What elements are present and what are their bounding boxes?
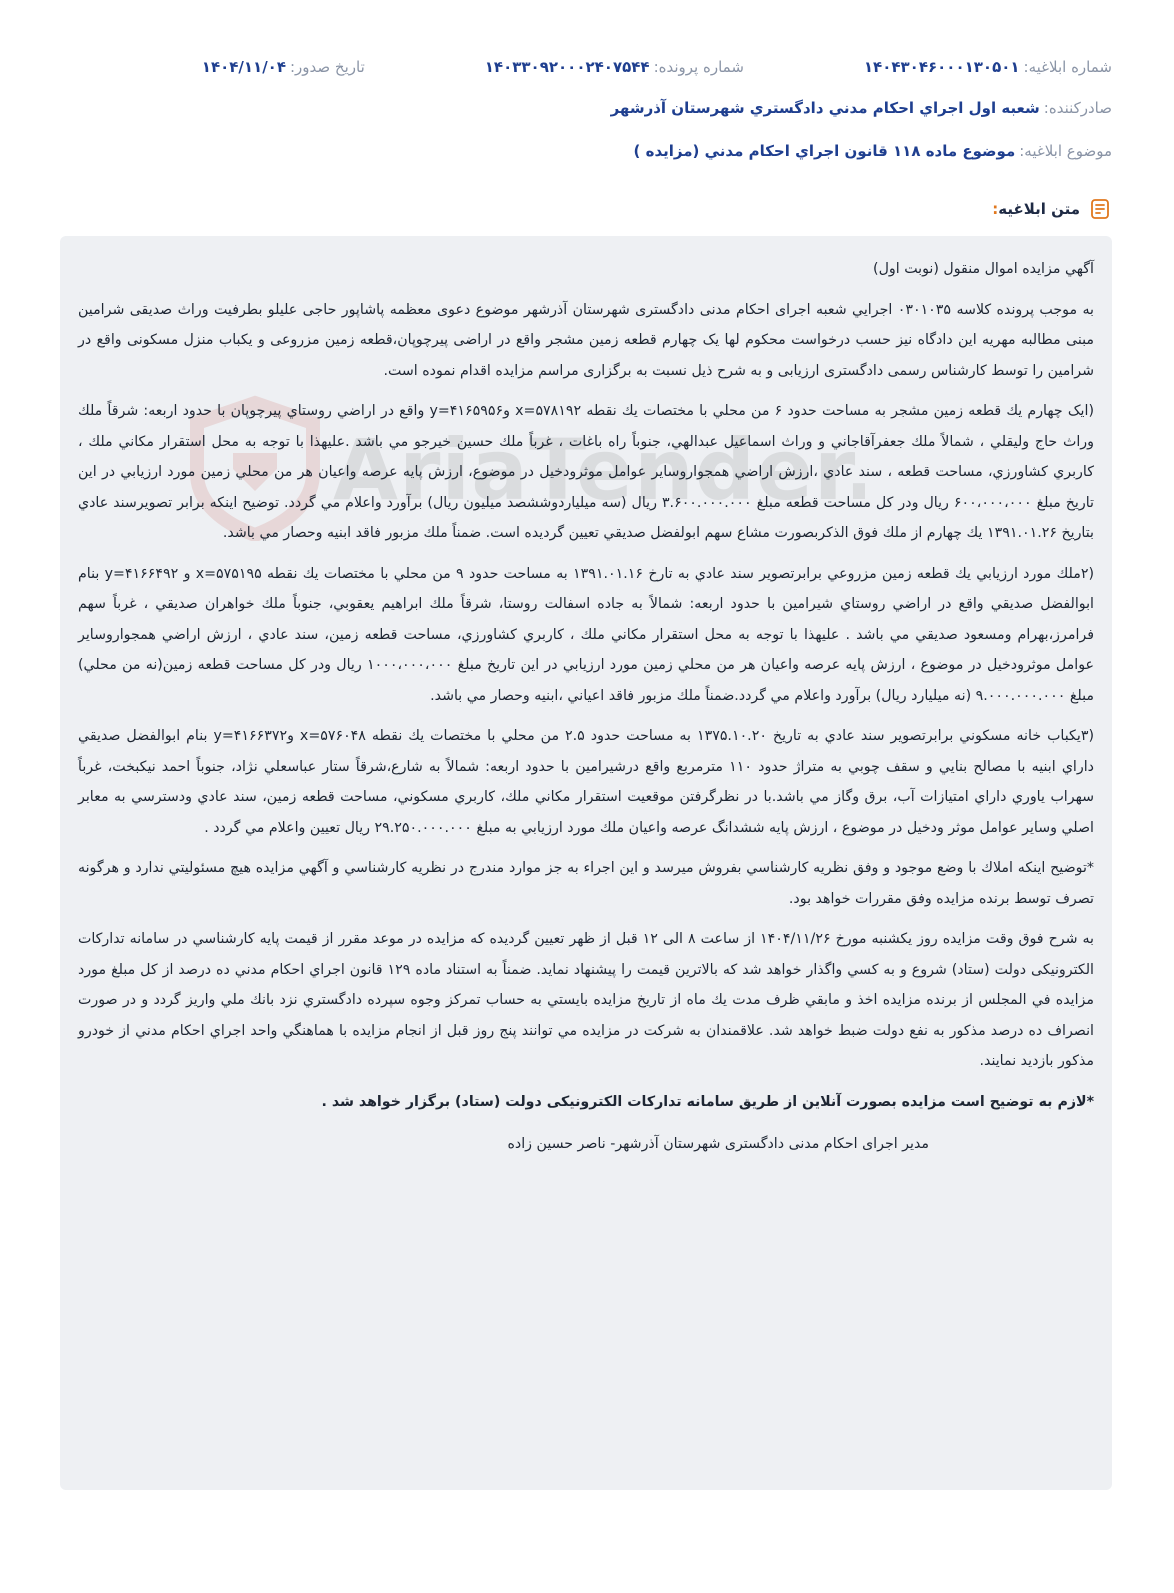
notice-number-label: شماره ابلاغیه: [1023,58,1112,76]
paragraph-online-note: *لازم به توضیح است مزایده بصورت آنلاین از طریق سامانه تدارکات الکترونیکی دولت (ستاد) برگزار خواهد شد . [321,1093,1094,1110]
meta-row-top [60,58,1112,76]
paragraph-item-1: (ايک چهارم يك قطعه زمين مشجر به مساحت حدود ۶ من محلي با مختصات يك نقطه x=۵۷۸۱۹۲ وy=۴۱۶۵۹۵۶ واقع در اراضي روستاي پيرچوپان با حدود اربعه: شرقاً ملك وراث حاج وليقلي ، شمالاً ملك جعفرآقاجاني و وراث اسماعيل عبدالهي، جنوباً راه باغات ، غرباً ملك حسين خيرجو مي باشد .عليهذا با توجه به محل استقرار مكاني ملك ، كاربري كشاورزي، مساحت قطعه ، سند عادي ،ارزش اراضي همجواروساير عوامل موثرودخيل در موضوع، ارزش پايه عرصه واعيان هر من محلي زمين مورد ارزيابي در اين تاريخ مبلغ ۶۰۰،۰۰۰،۰۰۰ ريال ودر كل مساحت قطعه مبلغ ۳.۶۰۰.۰۰۰.۰۰۰ ريال (سه ميلياردوششصد ميليون ريال) برآورد واعلام مي گردد. توضيح اينكه برابر تصويرسند عادي بتاريخ ۱۳۹۱.۰۱.۲۶ يك چهارم از ملك فوق الذكربصورت مشاع سهم ابولفضل صديقي تعيين گرديده است. ضمناً ملك مزبور فاقد ابنيه وحصار مي باشد. [78,403,1094,541]
issuer-value: شعبه اول اجراي احكام مدني دادگستري شهرستان آذرشهر [610,99,1040,117]
issuer-label: صادرکننده: [1043,99,1112,117]
issuer [611,99,1112,117]
case-number-value: ۱۴۰۳۳۰۹۲۰۰۰۲۴۰۷۵۴۴ [484,58,650,76]
subject-label: موضوع ابلاغیه: [1019,142,1112,160]
issue-date-label: تاریخ صدور: [290,58,365,76]
notice-text-heading [992,197,1112,221]
subject-value: موضوع ماده ۱۱۸ قانون اجراي احكام مدني (مزايده ) [633,142,1016,160]
issue-date [202,58,365,76]
paragraph-disclaimer: *توضيح اينكه املاك با وضع موجود و وفق نظريه كارشناسي بفروش ميرسد و اين اجراء به جز موارد مندرج در نظريه كارشناسي و آگهي مزايده هيچ مسئوليتي ندارد و هرگونه تصرف توسط برنده مزايده وفق مقررات خواهد بود. [78,860,1094,907]
notice-text-panel [60,236,1112,1490]
paragraph-item-2: (۲ملك مورد ارزيابي يك قطعه زمين مزروعي برابرتصوير سند عادي به تارخ ۱۳۹۱.۰۱.۱۶ به مساحت حدود ۹ من محلي با مختصات يك نقطه x=۵۷۵۱۹۵ و y=۴۱۶۶۴۹۲ بنام ابوالفضل صديقي واقع در اراضي روستاي شيرامين با حدود اربعه: شمالاً به جاده اسفالت روستا، شرقاً ملك ابراهيم يعقوبي، جنوباً ملك خواهران صديقي ، غرباً سهم فرامرز،بهرام ومسعود صديقي مي باشد . عليهذا با توجه به محل استقرار مكاني ملك ، كاربري كشاورزي، مساحت قطعه زمين، سند عادي ، ارزش اراضي همجواروساير عوامل موثرودخيل در موضوع ، ارزش پايه عرصه واعيان هر من محلي زمين مورد ارزيابي در اين تاريخ مبلغ ۱۰۰۰،۰۰۰،۰۰۰ ريال ودر كل مساحت قطعه زمين(نه من محلي) مبلغ ۹.۰۰۰.۰۰۰.۰۰۰ (نه ميليارد ريال) برآورد واعلام مي گردد.ضمناً ملك مزبور فاقد اعياني ،ابنيه وحصار مي باشد. [78,565,1094,704]
case-number [485,58,744,76]
paragraph-intro: به موجب پرونده كلاسه ۰۳۰۱۰۳۵ اجرايي شعبه اجرای احکام مدنی دادگستری شهرستان آذرشهر موضوع دعوی معظمه پاشاپور حاجی علیلو بطرفیت وراث صدیقی شرامین مبنی مطالبه مهریه این دادگاه نیز حسب درخواست محکوم لها یک چهارم قطعه زمین مشجر واقع در اراضی پیرچوپان،قطعه زمین مزروعی و یکباب منزل مسکونی واقع در شرامین را توسط کارشناس رسمی دادگستری ارزیابی و به شرح ذیل نسبت به برگزاری مراسم مزایده اقدام نموده است. [78,301,1094,379]
auction-title: آگهي مزايده اموال منقول (نوبت اول) [873,261,1094,277]
issuer-row [60,99,1112,117]
issue-date-value: ۱۴۰۴/۱۱/۰۴ [201,58,286,76]
notice-number [864,58,1112,76]
watermark-text: AriaTender [333,421,845,519]
notice-number-value: ۱۴۰۴۳۰۴۶۰۰۰۱۳۰۵۰۱ [863,58,1020,76]
notice-body [78,254,1094,1160]
subject [634,142,1112,160]
signature: مدیر اجرای احکام مدنی دادگستری شهرستان آذرشهر- ناصر حسین زاده [507,1136,929,1152]
section-title: متن ابلاغیه: [992,200,1080,218]
subject-row [60,142,1112,160]
case-number-label: شماره پرونده: [653,58,744,76]
paragraph-item-3: (۳يكباب خانه مسكوني برابرتصوير سند عادي به تاريخ ۱۳۷۵.۱۰.۲۰ به مساحت حدود ۲.۵ من محلي با مختصات يك نقطه x=۵۷۶۰۴۸ وy=۴۱۶۶۳۷۲ بنام ابوالفضل صديقي داراي ابنيه با مصالح بنايي و سقف چوبي به متراژ حدود ۱۱۰ مترمربع واقع درشيرامين با حدود اربعه: شمالاً به شارع،شرقاً ستار عباسعلي نژاد، جنوباً احمد نيكبخت، غرباً سهراب ياوري داراي امتيازات آب، برق وگاز مي باشد.با در نظرگرفتن موقعيت استقرار مكاني ملك، كاربري مسكوني، مساحت قطعه زمين، سند عادي ودسترسي به معابر اصلي وساير عوامل موثر ودخيل در موضوع ، ارزش پايه ششدانگ عرصه واعيان ملك مورد ارزيابي به مبلغ ۲۹.۲۵۰.۰۰۰.۰۰۰ ريال تعيين واعلام مي گردد . [78,728,1094,836]
document-list-icon [1088,197,1112,221]
paragraph-auction-terms: به شرح فوق وقت مزايده روز يكشنبه مورخ ۱۴۰۴/۱۱/۲۶ از ساعت ۸ الی ۱۲ قبل از ظهر تعيين گرديده كه مزايده در موعد مقرر از قيمت پايه كارشناسي در سامانه تدارکات الکترونیکی دولت (ستاد) شروع و به كسي واگذار خواهد شد كه بالاترين قيمت را پيشنهاد نمايد. ضمناً به استناد ماده ۱۲۹ قانون اجراي احكام مدني ده درصد از كل مبلغ مورد مزايده في المجلس از برنده مزايده اخذ و مابقي ظرف مدت يك ماه از تاريخ مزايده بايستي به حساب تمركز وجوه سپرده دادگستري نزد بانك ملي واريز گردد و در صورت انصراف ده درصد مذكور به نفع دولت ضبط خواهد شد. علاقمندان به شركت در مزايده مي توانند پنج روز قبل از انجام مزايده با هماهنگي واحد اجراي احكام مدني از خودرو مذكور بازديد نمايند. [78,931,1095,1069]
